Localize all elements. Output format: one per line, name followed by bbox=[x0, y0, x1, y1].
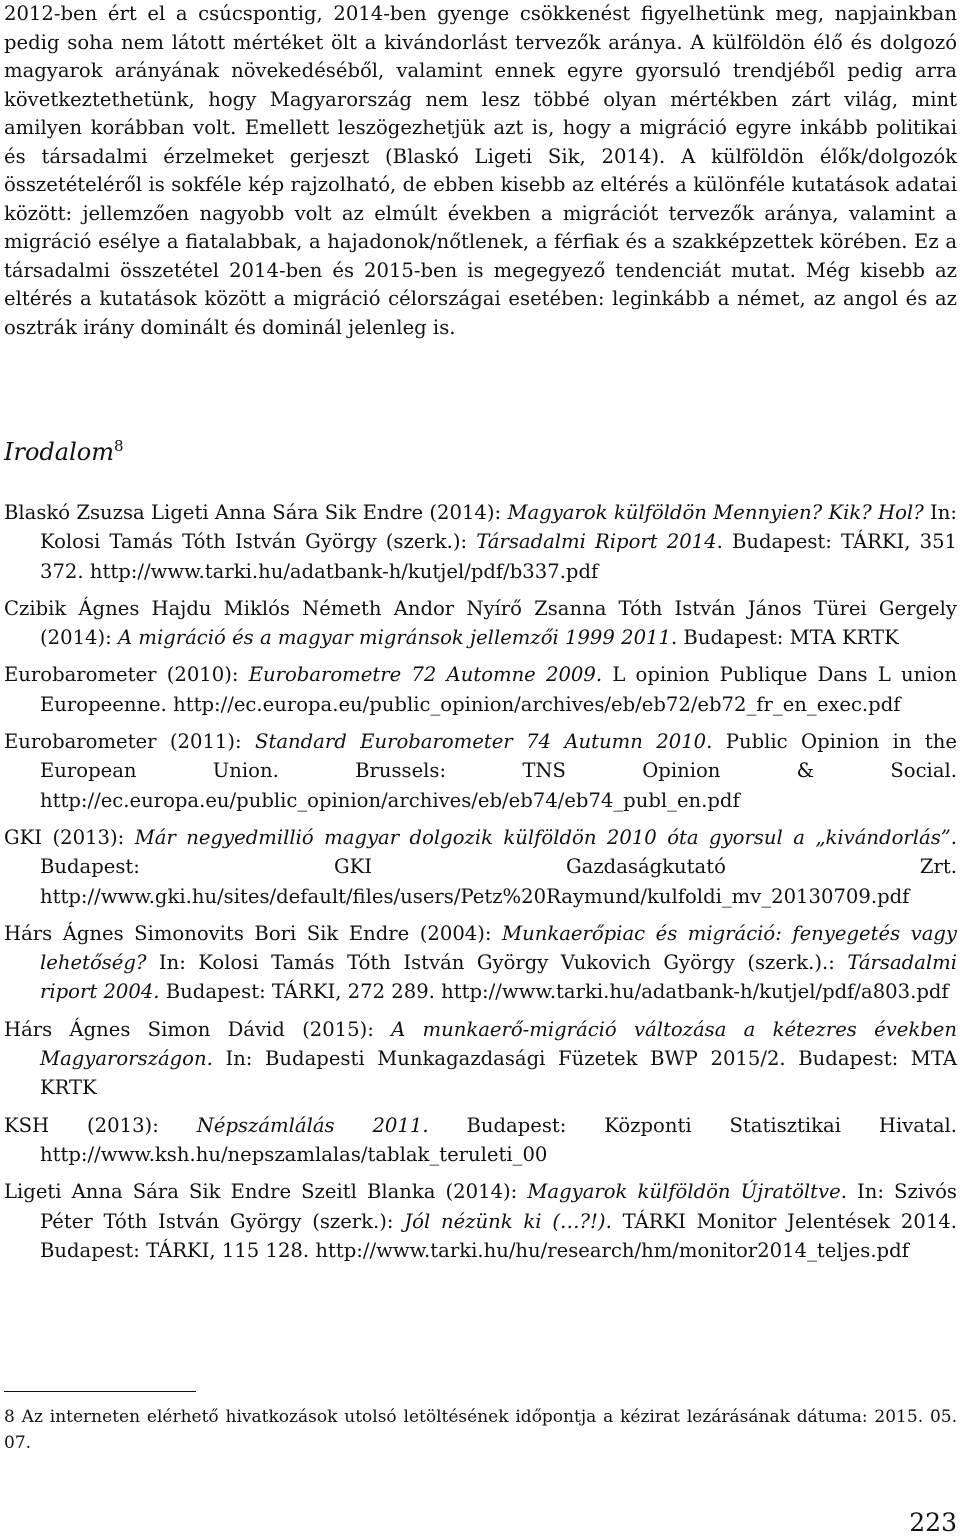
reference-details: Public Opinion in the European Union. Brussels: TNS Opinion & Social. http://ec.europa.eu/public_opinion/archives/eb/eb74/eb74_publ_en.pdf bbox=[40, 730, 957, 812]
reference-title: Magyarok külföldön Mennyien? Kik? Hol? bbox=[507, 501, 924, 524]
reference-authors: Hárs Ágnes Simonovits Bori Sik Endre (2004): bbox=[4, 921, 503, 945]
reference-title-secondary: Társadalmi Riport 2014 bbox=[476, 530, 717, 554]
section-title bbox=[4, 437, 124, 466]
reference-title: Munkaerőpiac és migráció: fenyegetés vagy lehetőség? bbox=[40, 921, 957, 975]
reference-authors: Hárs Ágnes Simon Dávid (2015): bbox=[4, 1017, 392, 1041]
reference-details: Budapest: Központi Statisztikai Hivatal. http://www.ksh.hu/nepszamlalas/tablak_teruleti_00 bbox=[40, 1113, 958, 1166]
reference-authors: Eurobarometer (2010): bbox=[4, 663, 249, 687]
reference-details: In: Kolosi Tamás Tóth István György Vukovich György (szerk.).: bbox=[146, 951, 848, 975]
footnote: 8 Az interneten elérhető hivatkozások utolsó letöltésének időpontja a kézirat lezárásának dátuma: 2015. 05. 07. bbox=[4, 1407, 957, 1453]
footnote-divider bbox=[4, 1391, 196, 1392]
page-number: 223 bbox=[909, 1508, 957, 1537]
reference-list bbox=[4, 498, 957, 1273]
reference-details: In: Kolosi Tamás Tóth István György (szerk.): bbox=[40, 501, 957, 554]
reference-authors: GKI (2013): bbox=[4, 825, 135, 849]
reference-item bbox=[4, 727, 957, 815]
reference-title: Már negyedmillió magyar dolgozik külföldön 2010 óta gyorsul a „kivándorlás”. bbox=[134, 825, 957, 849]
reference-authors: Czibik Ágnes Hajdu Miklós Németh Andor Nyírő Zsanna Tóth István János Türei Gergely (2014): bbox=[4, 596, 957, 650]
reference-authors: KSH (2013): bbox=[4, 1113, 197, 1137]
reference-item bbox=[4, 823, 957, 911]
reference-item bbox=[4, 660, 957, 719]
reference-details-secondary: . Budapest: TÁRKI, 351 372. http://www.tarki.hu/adatbank-h/kutjel/pdf/b337.pdf bbox=[40, 530, 957, 583]
reference-details-secondary: TÁRKI Monitor Jelentések 2014. Budapest: TÁRKI, 115 128. http://www.tarki.hu/hu/research/hm/monitor2014_teljes.pdf bbox=[40, 1209, 957, 1262]
reference-item bbox=[4, 1177, 957, 1265]
reference-item bbox=[4, 594, 957, 653]
reference-authors: Blaskó Zsuzsa Ligeti Anna Sára Sik Endre (2014): bbox=[4, 501, 508, 524]
reference-details: . Budapest: MTA KRTK bbox=[670, 626, 899, 650]
reference-details: In: Szivós Péter Tóth István György (szerk.): bbox=[40, 1180, 957, 1233]
reference-details: In: Budapesti Munkagazdasági Füzetek BWP 2015/2. Budapest: MTA KRTK bbox=[40, 1047, 957, 1100]
reference-item bbox=[4, 498, 957, 586]
reference-title: Standard Eurobarometer 74 Autumn 2010. bbox=[255, 730, 713, 754]
reference-item bbox=[4, 1015, 957, 1103]
footnote-mark: 8 bbox=[113, 437, 124, 455]
reference-title: A migráció és a magyar migránsok jellemzői 1999 2011 bbox=[117, 626, 671, 650]
section-title-text: Irodalom bbox=[4, 438, 114, 466]
reference-authors: Eurobarometer (2011): bbox=[4, 730, 256, 754]
reference-title-secondary: Társadalmi riport 2004. bbox=[40, 951, 957, 1004]
reference-title-secondary: Jól nézünk ki (…?!). bbox=[404, 1209, 612, 1233]
reference-details: L opinion Publique Dans L union Europeenne. http://ec.europa.eu/public_opinion/archives/eb/eb72/eb72_fr_en_exec.pdf bbox=[40, 663, 957, 716]
reference-details: Budapest: GKI Gazdaságkutató Zrt. http://www.gki.hu/sites/default/files/users/Petz%20Raymund/kulfoldi_mv_20130709.pdf bbox=[40, 855, 957, 908]
reference-title: Népszámlálás 2011. bbox=[196, 1113, 429, 1137]
reference-title: Eurobarometre 72 Automne 2009. bbox=[248, 663, 603, 687]
reference-details-secondary: Budapest: TÁRKI, 272 289. http://www.tarki.hu/adatbank-h/kutjel/pdf/a803.pdf bbox=[159, 980, 949, 1004]
reference-item bbox=[4, 1111, 957, 1170]
reference-item bbox=[4, 919, 957, 1007]
reference-title: Magyarok külföldön Újratöltve. bbox=[527, 1180, 847, 1204]
page bbox=[4, 0, 957, 342]
reference-title: A munkaerő-migráció változása a kétezres években Magyarországon. bbox=[40, 1017, 957, 1071]
reference-authors: Ligeti Anna Sára Sik Endre Szeitl Blanka (2014): bbox=[4, 1180, 528, 1204]
body-paragraph: 2012-ben ért el a csúcspontig, 2014-ben gyenge csökkenést figyelhetünk meg, napjainkban pedig soha nem látott mértéket ölt a kivándorlást tervezők aránya. A külföldön élő és dolgozó magyarok arányának növekedéséből, valamint ennek egyre gyorsuló trendjéből pedig arra következtethetünk, hogy Magyarország nem lesz többé olyan mértékben zárt világ, mint amilyen korábban volt. Emellett leszögezhetjük azt is, hogy a migráció egyre inkább politikai és társadalmi érzelmeket gerjeszt (Blaskó Ligeti Sik, 2014). A külföldön élők/dolgozók összetételéről is sokféle kép rajzolható, de ebben kisebb az eltérés a különféle kutatások adatai között: jellemzően nagyobb volt az elmúlt években a migrációt tervezők aránya, valamint a migráció esélye a fiatalabbak, a hajadonok/nőtlenek, a férfiak és a szakképzettek körében. Ez a társadalmi összetétel 2014-ben és 2015-ben is megegyező tendenciát mutat. Még kisebb az eltérés a kutatások között a migráció célországai esetében: leginkább a német, az angol és az osztrák irány dominált és dominál jelenleg is. bbox=[4, 2, 957, 339]
